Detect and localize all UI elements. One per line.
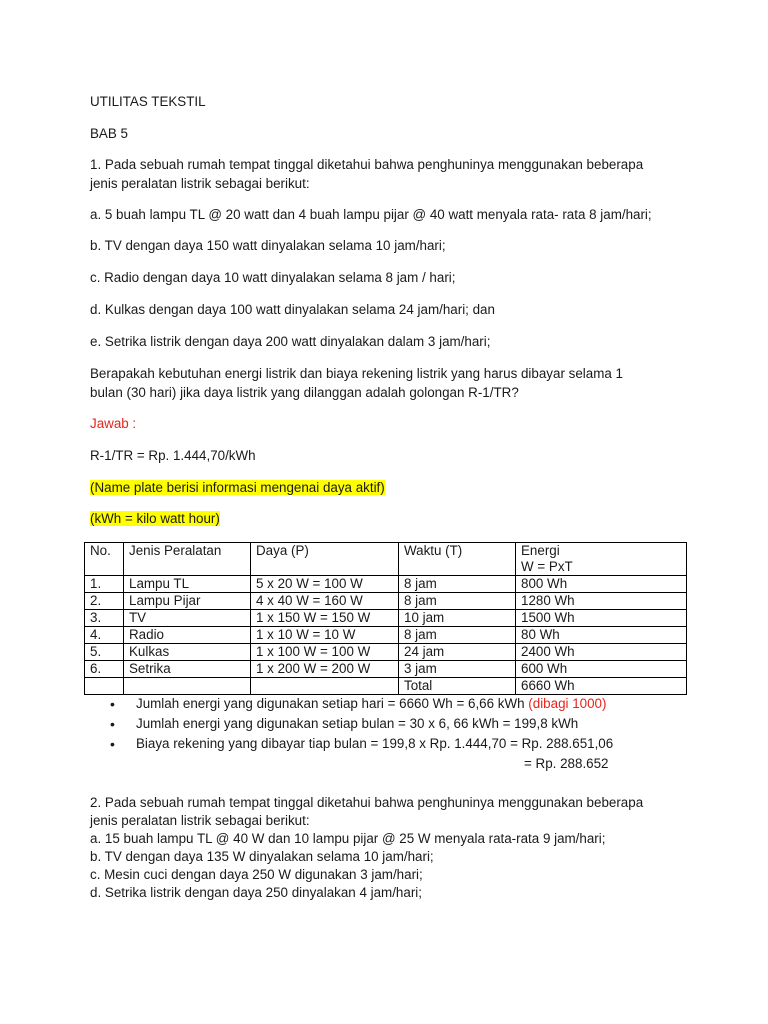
q1-item-e: e. Setrika listrik dengan daya 200 watt dinyalakan dalam 3 jam/hari; xyxy=(90,334,491,349)
header-energy-formula: W = PxT xyxy=(521,559,573,574)
header-time: Waktu (T) xyxy=(399,543,516,576)
highlight-note-kwh xyxy=(90,511,220,527)
list-item xyxy=(110,716,613,736)
q2-intro-line1: 2. Pada sebuah rumah tempat tinggal diketahui bahwa penghuninya menggunakan beberapa xyxy=(90,795,644,810)
cell-empty xyxy=(124,678,251,695)
cell-empty xyxy=(85,678,124,695)
cell-equipment: Kulkas xyxy=(124,644,251,661)
cell-no: 5. xyxy=(85,644,124,661)
cell-time: 8 jam xyxy=(399,593,516,610)
table-row xyxy=(85,661,687,678)
highlight-note-nameplate xyxy=(90,480,385,496)
monthly-bill-text: Biaya rekening yang dibayar tiap bulan = 199,8 x Rp. 1.444,70 = Rp. 288.651,06 xyxy=(136,736,614,751)
cell-power: 4 x 40 W = 160 W xyxy=(251,593,399,610)
q1-item-a: a. 5 buah lampu TL @ 20 watt dan 4 buah lampu pijar @ 40 watt menyala rata- rata 8 jam/hari; xyxy=(90,207,652,222)
cell-time: 3 jam xyxy=(399,661,516,678)
table-row xyxy=(85,627,687,644)
cell-energy: 1500 Wh xyxy=(516,610,687,627)
daily-energy-note: (dibagi 1000) xyxy=(528,696,607,711)
tariff-line: R-1/TR = Rp. 1.444,70/kWh xyxy=(90,448,256,463)
cell-time: 10 jam xyxy=(399,610,516,627)
cell-power: 5 x 20 W = 100 W xyxy=(251,576,399,593)
cell-energy: 80 Wh xyxy=(516,627,687,644)
table-row xyxy=(85,593,687,610)
chapter-heading: BAB 5 xyxy=(90,126,128,141)
cell-energy: 600 Wh xyxy=(516,661,687,678)
cell-no: 6. xyxy=(85,661,124,678)
document-title: UTILITAS TEKSTIL xyxy=(90,94,206,109)
cell-time: 8 jam xyxy=(399,627,516,644)
q1-item-c: c. Radio dengan daya 10 watt dinyalakan selama 8 jam / hari; xyxy=(90,270,456,285)
cell-power: 1 x 150 W = 150 W xyxy=(251,610,399,627)
cell-power: 1 x 10 W = 10 W xyxy=(251,627,399,644)
highlight-text: (Name plate berisi informasi mengenai daya aktif) xyxy=(90,480,385,495)
cell-empty xyxy=(251,678,399,695)
highlight-text: (kWh = kilo watt hour) xyxy=(90,511,220,526)
cell-equipment: Radio xyxy=(124,627,251,644)
cell-energy: 1280 Wh xyxy=(516,593,687,610)
q2-intro-line2: jenis peralatan listrik sebagai berikut: xyxy=(90,813,310,828)
table-row xyxy=(85,610,687,627)
cell-no: 2. xyxy=(85,593,124,610)
cell-energy: 800 Wh xyxy=(516,576,687,593)
bullet-dot-icon: • xyxy=(110,736,115,752)
q1-intro-line1: 1. Pada sebuah rumah tempat tinggal diketahui bahwa penghuninya menggunakan beberapa xyxy=(90,157,644,172)
q2-item-c: c. Mesin cuci dengan daya 250 W digunakan 3 jam/hari; xyxy=(90,867,423,882)
cell-equipment: TV xyxy=(124,610,251,627)
cell-time: 8 jam xyxy=(399,576,516,593)
header-energy-label: Energi xyxy=(521,543,560,558)
q1-intro-line2: jenis peralatan listrik sebagai berikut: xyxy=(90,176,310,191)
header-no: No. xyxy=(85,543,124,576)
bullet-dot-icon: • xyxy=(110,696,115,712)
daily-energy-text: Jumlah energi yang digunakan setiap hari = 6660 Wh = 6,66 kWh xyxy=(136,696,529,711)
cell-time: 24 jam xyxy=(399,644,516,661)
cell-power: 1 x 100 W = 100 W xyxy=(251,644,399,661)
cell-equipment: Lampu Pijar xyxy=(124,593,251,610)
q1-item-d: d. Kulkas dengan daya 100 watt dinyalakan selama 24 jam/hari; dan xyxy=(90,302,495,317)
cell-power: 1 x 200 W = 200 W xyxy=(251,661,399,678)
energy-table xyxy=(84,542,687,695)
list-item xyxy=(110,736,613,756)
header-equipment: Jenis Peralatan xyxy=(124,543,251,576)
list-item xyxy=(110,696,613,716)
table-header-row xyxy=(85,543,687,576)
q1-question-line1: Berapakah kebutuhan energi listrik dan biaya rekening listrik yang harus dibayar selama 1 xyxy=(90,366,623,381)
cell-no: 4. xyxy=(85,627,124,644)
cell-equipment: Setrika xyxy=(124,661,251,678)
monthly-energy-text: Jumlah energi yang digunakan setiap bulan = 30 x 6, 66 kWh = 199,8 kWh xyxy=(136,716,579,731)
bullet-dot-icon: • xyxy=(110,716,115,732)
cell-equipment: Lampu TL xyxy=(124,576,251,593)
q2-item-b: b. TV dengan daya 135 W dinyalakan selama 10 jam/hari; xyxy=(90,849,434,864)
table-total-row xyxy=(85,678,687,695)
q2-item-a: a. 15 buah lampu TL @ 40 W dan 10 lampu pijar @ 25 W menyala rata-rata 9 jam/hari; xyxy=(90,831,606,846)
cell-energy: 2400 Wh xyxy=(516,644,687,661)
q1-item-b: b. TV dengan daya 150 watt dinyalakan selama 10 jam/hari; xyxy=(90,238,446,253)
calculation-bullets xyxy=(110,696,613,756)
table-row xyxy=(85,644,687,661)
q2-item-d: d. Setrika listrik dengan daya 250 dinyalakan 4 jam/hari; xyxy=(90,885,422,900)
bill-rounded-line: = Rp. 288.652 xyxy=(524,756,609,771)
answer-label: Jawab : xyxy=(90,416,137,431)
header-energy xyxy=(516,543,687,576)
total-value: 6660 Wh xyxy=(516,678,687,695)
q1-question-line2: bulan (30 hari) jika daya listrik yang dilanggan adalah golongan R-1/TR? xyxy=(90,385,519,400)
table-row xyxy=(85,576,687,593)
cell-no: 3. xyxy=(85,610,124,627)
total-label: Total xyxy=(399,678,516,695)
header-power: Daya (P) xyxy=(251,543,399,576)
cell-no: 1. xyxy=(85,576,124,593)
